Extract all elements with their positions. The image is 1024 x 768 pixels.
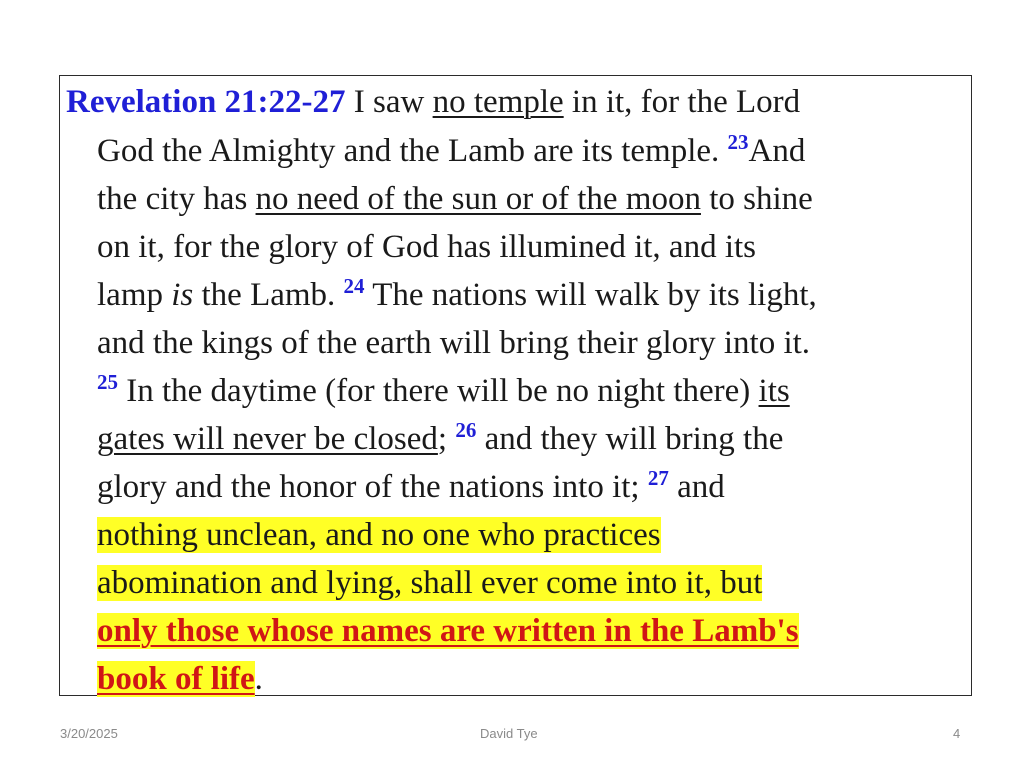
footer-date: 3/20/2025: [60, 726, 118, 741]
text-segment: In the daytime (for there will be no night there): [118, 373, 759, 409]
text-segment: .: [254, 661, 263, 697]
passage-line-7: [97, 371, 790, 414]
passage-line-9: [97, 467, 725, 510]
passage-line-10: [97, 515, 661, 555]
emphasized-phrase: book of life: [97, 661, 255, 697]
passage-line-5: [97, 275, 817, 318]
passage-line-11: [97, 563, 762, 603]
passage-line-8: [97, 419, 783, 462]
emphasized-phrase: only those whose names are written in the Lamb's: [97, 613, 799, 649]
passage-line-2: [97, 131, 805, 174]
passage-line-1: [66, 82, 800, 122]
footer-author: David Tye: [480, 726, 538, 741]
passage-line-12: [97, 611, 799, 651]
text-segment: glory and the honor of the nations into it;: [97, 469, 648, 505]
text-segment: I saw: [345, 84, 433, 120]
scripture-reference: Revelation 21:22-27: [66, 84, 346, 120]
text-segment: and the kings of the earth will bring their glory into it.: [97, 325, 811, 361]
verse-number: 27: [647, 466, 669, 490]
underlined-phrase: no need of the sun or of the moon: [255, 181, 701, 217]
verse-number: 23: [727, 130, 749, 154]
text-segment: on it, for the glory of God has illumined it, and its: [97, 229, 757, 265]
verse-number: 24: [343, 274, 365, 298]
text-segment: lamp: [97, 277, 172, 313]
text-segment: the city has: [97, 181, 256, 217]
highlighted-phrase: nothing unclean, and no one who practices: [97, 517, 661, 553]
text-segment: in it, for the Lord: [563, 84, 801, 120]
text-segment: God the Almighty and the Lamb are its temple.: [97, 133, 728, 169]
passage-line-6: [97, 323, 810, 363]
text-segment: and: [668, 469, 725, 505]
text-segment: and they will bring the: [476, 421, 784, 457]
passage-line-13: [97, 659, 263, 699]
text-segment: to shine: [700, 181, 813, 217]
highlighted-phrase: abomination and lying, shall ever come into it, but: [97, 565, 763, 601]
page-number: 4: [953, 726, 961, 741]
italic-word: is: [171, 277, 194, 313]
underlined-phrase: no temple: [432, 84, 564, 120]
text-segment: ;: [437, 421, 456, 457]
passage-line-3: [97, 179, 813, 219]
underlined-phrase: its: [758, 373, 790, 409]
verse-number: 25: [97, 370, 118, 394]
text-segment: And: [748, 133, 806, 169]
text-segment: The nations will walk by its light,: [364, 277, 817, 313]
passage-line-4: [97, 227, 756, 267]
text-segment: the Lamb.: [193, 277, 344, 313]
underlined-phrase: gates will never be closed: [97, 421, 438, 457]
verse-number: 26: [455, 418, 477, 442]
